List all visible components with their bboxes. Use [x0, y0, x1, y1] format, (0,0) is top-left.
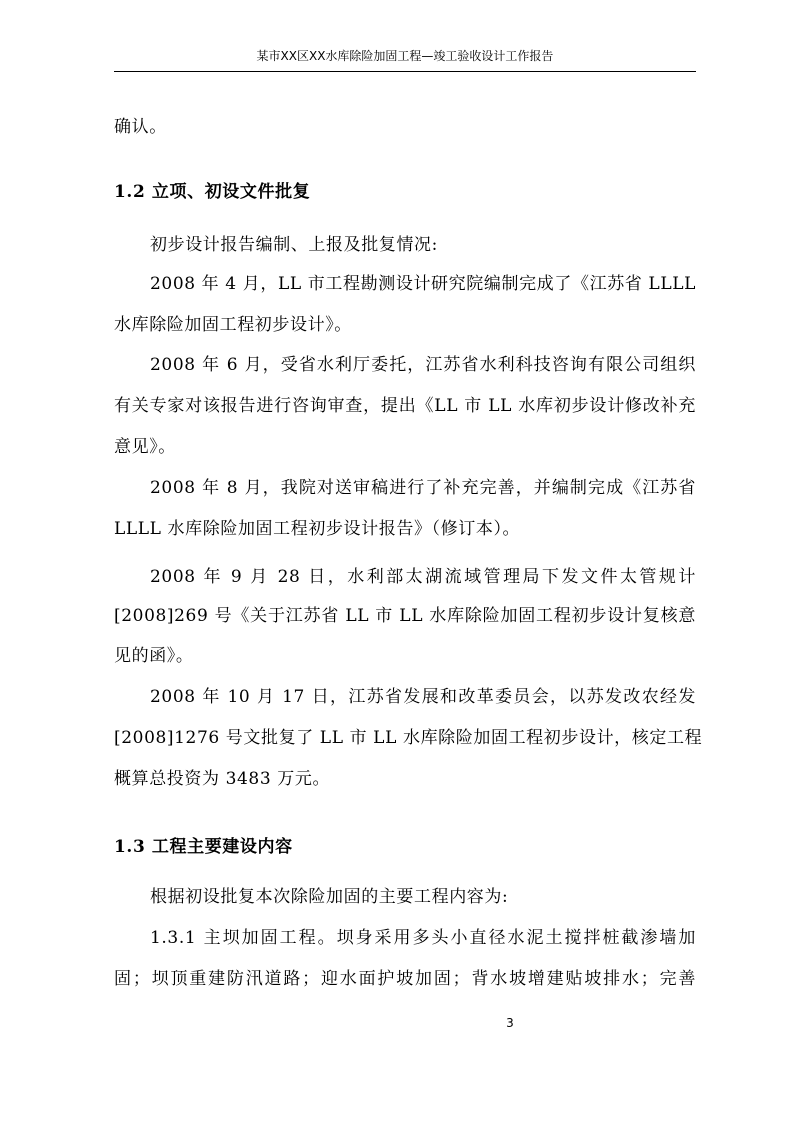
text-line: 2008 年 9 月 28 日，水利部太湖流域管理局下发文件太管规计: [150, 567, 696, 587]
text-line: [2008]1276 号文批复了 LL 市 LL 水库除险加固工程初步设计，核定工程: [114, 728, 703, 748]
header-divider: [114, 71, 696, 72]
text-line: 意见》。: [114, 437, 176, 457]
text-line: LLLL 水库除险加固工程初步设计报告》（修订本）。: [114, 519, 521, 539]
text-line: 2008 年 4 月，LL 市工程勘测设计研究院编制完成了《江苏省 LLLL: [150, 274, 696, 294]
text-line: 确认。: [114, 117, 167, 137]
text-line: 固；坝顶重建防汛道路；迎水面护坡加固；背水坡增建贴坡排水；完善: [114, 969, 696, 989]
text-line: 1.3.1 主坝加固工程。坝身采用多头小直径水泥土搅拌桩截渗墙加: [150, 928, 696, 948]
text-line: 水库除险加固工程初步设计》。: [114, 315, 352, 335]
text-line: [2008]269 号《关于江苏省 LL 市 LL 水库除险加固工程初步设计复核意: [114, 606, 696, 626]
section-heading: 1.2 立项、初设文件批复: [114, 182, 311, 202]
running-header: 某市XX区XX水库除险加固工程—竣工验收设计工作报告: [256, 49, 554, 63]
page-number: 3: [506, 1016, 514, 1030]
text-line: 初步设计报告编制、上报及批复情况:: [150, 235, 438, 255]
section-heading: 1.3 工程主要建设内容: [114, 837, 293, 857]
text-line: 有关专家对该报告进行咨询审查，提出《LL 市 LL 水库初步设计修改补充: [114, 396, 696, 416]
text-line: 见的函》。: [114, 646, 194, 666]
text-line: 根据初设批复本次除险加固的主要工程内容为:: [150, 887, 509, 907]
text-line: 概算总投资为 3483 万元。: [114, 769, 331, 789]
text-line: 2008 年 10 月 17 日，江苏省发展和改革委员会，以苏发改农经发: [150, 687, 696, 707]
text-line: 2008 年 6 月，受省水利厅委托，江苏省水利科技咨询有限公司组织: [150, 355, 696, 375]
text-line: 2008 年 8 月，我院对送审稿进行了补充完善，并编制完成《江苏省: [150, 478, 696, 498]
